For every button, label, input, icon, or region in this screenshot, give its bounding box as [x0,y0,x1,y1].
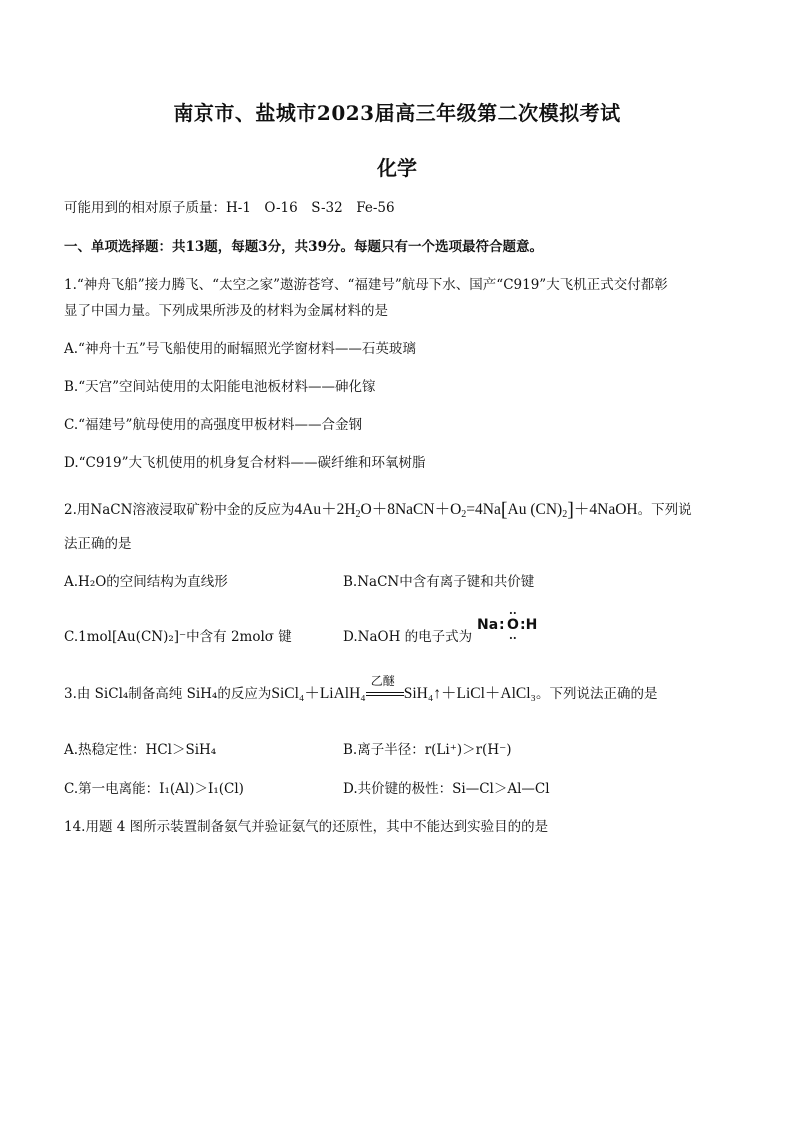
q3-catalyst: 乙醚 [370,674,395,688]
q2-equation [294,499,638,521]
q3-eq-rhs: SiH₄↑＋LiCl＋AlCl₃ [403,685,536,702]
q3-stem-suffix: 。下列说法正确的是 [535,686,658,702]
q3-equals-bar [366,692,404,696]
q1-stem-line1: 1.“神舟飞船”接力腾飞、“太空之家”遨游苍穹、“福建号”航母下水、国产“C919”大飞机正式交付都彰 [64,277,668,293]
eq-h2o-sub: 2 [355,509,361,520]
naoh-lewis-structure [477,609,547,645]
eq-rhs1: 4Na [475,501,501,518]
q3-option-b: B.离子半径：r(Li⁺)＞r(H⁻) [343,742,512,758]
eq-rhs2: ＋4NaOH [573,501,638,518]
q1-option-d: D.“C919”大飞机使用的机身复合材料——碳纤维和环氧树脂 [64,455,426,471]
atomic-mass-info: 可能用到的相对原子质量：H-1 O-16 S-32 Fe-56 [64,200,395,216]
lewis-colon: : [499,617,505,633]
q2-option-a: A.H₂O的空间结构为直线形 [64,574,228,590]
q1-option-c: C.“福建号”航母使用的高强度甲板材料——合金钢 [64,417,362,433]
q2-stem-line1 [64,500,692,524]
eq-sign: = [466,501,476,518]
q3-option-a: A.热稳定性：HCl＞SiH₄ [64,742,217,758]
eq-o2-sub: 2 [461,509,467,520]
lewis-bottom-dots: ·· [509,632,517,645]
q3-option-d: D.共价键的极性：Si—Cl＞Al—Cl [343,781,550,797]
q3-option-c: C.第一电离能：I₁(Al)＞I₁(Cl) [64,781,244,797]
section-heading: 一、单项选择题：共13题，每题3分，共39分。每题只有一个选项最符合题意。 [64,239,543,255]
page-title: 南京市、盐城市2023届高三年级第二次模拟考试 [173,101,621,125]
q1-option-b: B.“天宫”空间站使用的太阳能电池板材料——砷化镓 [64,379,376,395]
q3-eq-lhs: SiCl₄＋LiAlH₄ [271,685,366,702]
lewis-top-dots: ·· [509,607,517,620]
q2-stem-line2: 法正确的是 [64,536,132,552]
q1-stem-line2: 显了中国力量。下列成果所涉及的材料为金属材料的是 [64,303,388,319]
lewis-h: :H [520,617,538,633]
subject-title: 化学 [377,156,417,180]
q1-option-a: A.“神舟十五”号飞船使用的耐辐照光学窗材料——石英玻璃 [64,341,416,357]
lewis-na: Na [477,617,499,633]
q4-stem: 14.用题 4 图所示装置制备氨气并验证氨气的还原性，其中不能达到实验目的的是 [64,819,549,835]
eq-bracket-left: [ [500,499,508,521]
q2-option-c: C.1mol[Au(CN)₂]⁻中含有 2molσ 键 [64,629,292,645]
q2-option-b: B.NaCN中含有离子键和共价键 [343,574,535,590]
eq-bracket-right: ] [567,499,574,521]
q2-stem-suffix: 。下列说 [637,502,692,518]
q2-stem-prefix: 2.用NaCN溶液浸取矿粉中金的反应为 [64,502,295,518]
eq-complex-sub: 2 [562,509,568,520]
q3-stem-prefix: 3.由 SiCl₄制备高纯 SiH₄的反应为 [64,686,272,702]
lewis-o: O [507,617,519,633]
q3-reaction-arrow [366,674,404,703]
eq-complex: Au (CN) [507,501,563,518]
q3-stem [64,674,658,704]
eq-lhs1: 4Au＋2H [294,501,356,518]
q2-option-d: D.NaOH 的电子式为 [343,629,473,645]
eq-lhs2: O＋8NaCN＋O [360,501,462,518]
